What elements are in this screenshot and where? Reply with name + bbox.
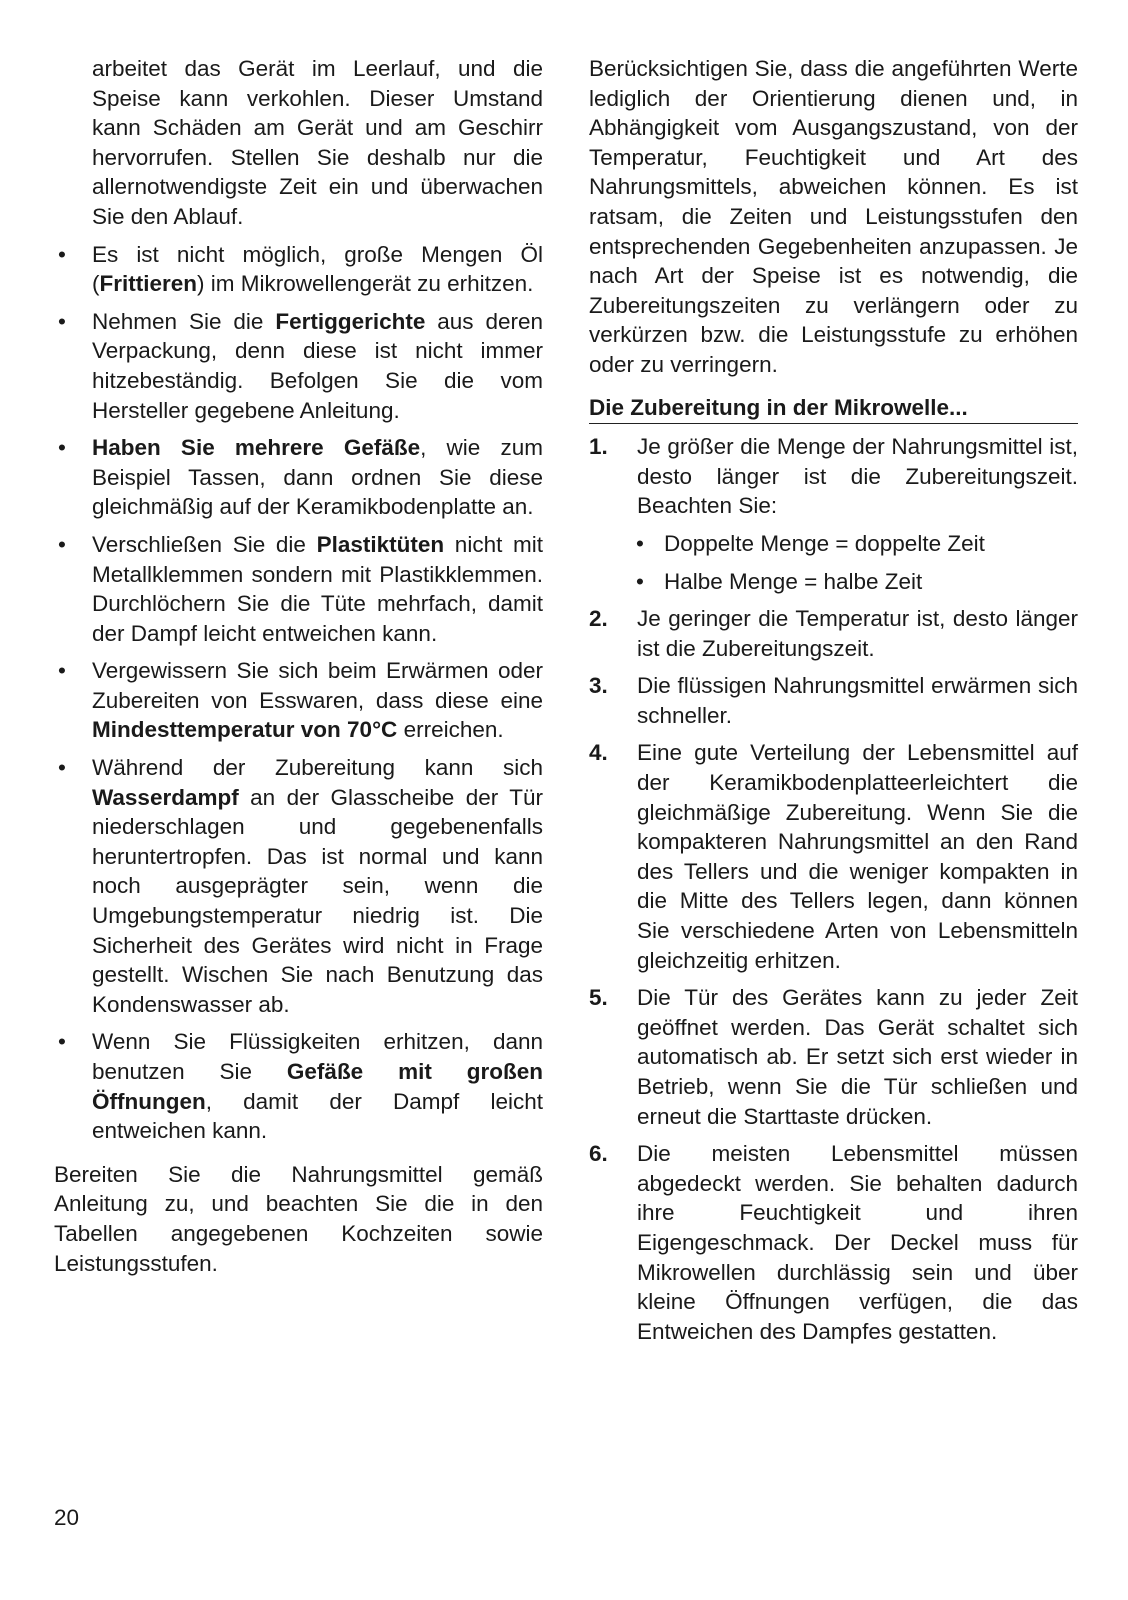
step-number: 6.	[589, 1141, 608, 1167]
list-item	[589, 983, 1078, 1131]
list-item	[589, 432, 1078, 596]
section-heading: Die Zubereitung in der Mikrowelle...	[589, 393, 1078, 425]
list-item: • Verschließen Sie die Plastiktüten nicht mit Metallklemmen sondern mit Plastikklemmen. Durchlöchern Sie die Tüte mehrfach, damit der Dampf leicht entweichen kann.	[54, 530, 543, 648]
bold-term: Gefäße mit großen Öffnungen	[92, 1059, 544, 1114]
list-item: • Wenn Sie Flüssigkeiten erhitzen, dann benutzen Sie Gefäße mit großen Öffnungen, damit der Dampf leicht entweichen kann.	[54, 1027, 543, 1145]
step-text: Die flüssigen Nahrungsmittel erwärmen sich schneller.	[637, 673, 1078, 728]
numbered-list	[589, 432, 1078, 1346]
list-item: • Vergewissern Sie sich beim Erwärmen oder Zubereiten von Esswaren, dass diese eine Mindesttemperatur von 70°C erreichen.	[54, 656, 543, 745]
sub-list-item: • Halbe Menge = halbe Zeit	[637, 567, 1078, 597]
bold-term: Haben Sie mehrere Gefäße	[92, 435, 421, 461]
bullet-icon: •	[58, 241, 66, 267]
bullet-icon: •	[58, 1029, 66, 1055]
list-item	[589, 604, 1078, 663]
sub-bullet-list	[637, 529, 1078, 596]
step-number: 5.	[589, 985, 608, 1011]
step-text: Je größer die Menge der Nahrungsmittel ist, desto länger ist die Zubereitungszeit. Beachten Sie:	[637, 434, 1078, 519]
page-number: 20	[54, 1505, 80, 1530]
list-item: • Haben Sie mehrere Gefäße, wie zum Beispiel Tassen, dann ordnen Sie diese gleichmäßig auf der Keramikbodenplatte an.	[54, 433, 543, 522]
step-text: Die meisten Lebensmittel müssen abgedeckt werden. Sie behalten dadurch ihre Feuchtigkeit und ihren Eigengeschmack. Der Deckel muss für Mikrowellen durchlässig sein und über kleine Öffnungen verfügen, die das Entweichen des Dampfes gestatten.	[637, 1141, 1078, 1344]
intro-paragraph: arbeitet das Gerät im Leerlauf, und die Speise kann verkohlen. Dieser Umstand kann Schäden am Gerät und am Geschirr hervorrufen. Stellen Sie deshalb nur die allernotwendigste Zeit ein und überwachen Sie den Ablauf.	[92, 56, 543, 229]
list-item	[589, 671, 1078, 730]
bullet-icon: •	[636, 530, 644, 556]
intro-paragraph: Berücksichtigen Sie, dass die angeführten Werte lediglich der Orientierung dienen und, in Abhängigkeit vom Ausgangszustand, von der Temperatur, Feuchtigkeit und Art des Nahrungsmittels, abweichen können. Es ist ratsam, die Zeiten und Leistungsstufen den entsprechenden Gegebenheiten anzupassen. Je nach Art der Speise ist es notwendig, die Zubereitungszeiten zu verlängern oder zu verkürzen bzw. die Leistungsstufe zu erhöhen oder zu verringern.	[589, 56, 1078, 377]
bullet-icon: •	[58, 308, 66, 334]
left-column	[54, 54, 543, 1278]
list-item	[589, 738, 1078, 975]
bullet-icon: •	[58, 435, 66, 461]
bold-term: Plastiktüten	[316, 531, 445, 557]
bold-term: Fertiggerichte	[275, 308, 426, 334]
bullet-icon: •	[58, 658, 66, 684]
sub-list-item: • Doppelte Menge = doppelte Zeit	[637, 529, 1078, 559]
bold-term: Frittieren	[99, 271, 198, 297]
step-text: Je geringer die Temperatur ist, desto länger ist die Zubereitungszeit.	[637, 606, 1078, 661]
step-number: 1.	[589, 434, 608, 460]
bold-term: Mindesttemperatur von 70°C	[92, 717, 398, 743]
list-item: • Während der Zubereitung kann sich Wasserdampf an der Glasscheibe der Tür niederschlagen und gegebenenfalls heruntertropfen. Das ist normal und kann noch ausgeprägter sein, wenn die Umgebungstemperatur niedrig ist. Die Sicherheit des Gerätes wird nicht in Frage gestellt. Wischen Sie nach Benutzung das Kondenswasser ab.	[54, 753, 543, 1019]
right-column	[589, 54, 1078, 1346]
list-item	[589, 1139, 1078, 1346]
bullet-icon: •	[58, 755, 66, 781]
step-text: Eine gute Verteilung der Lebensmittel auf der Keramikbodenplatteerleichtert die gleichmäßige Zubereitung. Wenn Sie die kompakteren Nahrungsmittel an den Rand des Tellers und die weniger kompakten in die Mitte des Tellers legen, dann können Sie verschiedene Arten von Lebensmitteln gleichzeitig erhitzen.	[637, 740, 1078, 973]
list-item: • Nehmen Sie die Fertiggerichte aus deren Verpackung, denn diese ist nicht immer hitzebeständig. Befolgen Sie die vom Hersteller gegebene Anleitung.	[54, 307, 543, 425]
bullet-icon: •	[58, 531, 66, 557]
bullet-list	[54, 240, 543, 1146]
step-number: 3.	[589, 673, 608, 699]
bullet-icon: •	[636, 568, 644, 594]
step-text: Die Tür des Gerätes kann zu jeder Zeit geöffnet werden. Das Gerät schaltet sich automatisch ab. Er setzt sich erst wieder in Betrieb, wenn Sie die Tür schließen und erneut die Starttaste drücken.	[637, 985, 1078, 1129]
step-number: 2.	[589, 606, 608, 632]
closing-paragraph: Bereiten Sie die Nahrungsmittel gemäß Anleitung zu, und beachten Sie die in den Tabellen angegebenen Kochzeiten sowie Leistungsstufen.	[54, 1161, 543, 1276]
list-item: • Es ist nicht möglich, große Mengen Öl (Frittieren) im Mikrowellengerät zu erhitzen.	[54, 240, 543, 299]
bold-term: Wasserdampf	[92, 784, 239, 810]
step-number: 4.	[589, 740, 608, 766]
